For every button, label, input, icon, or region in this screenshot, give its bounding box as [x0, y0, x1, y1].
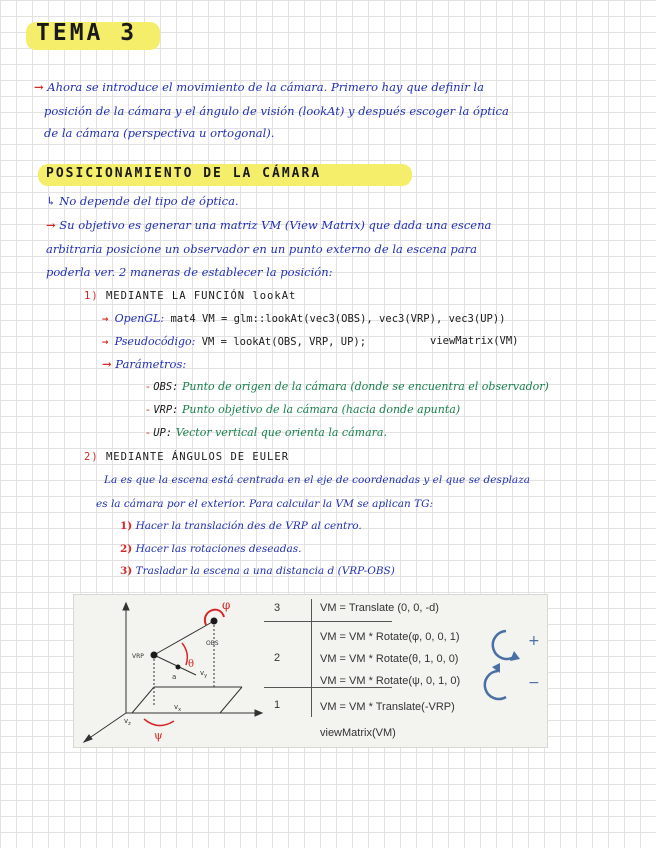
- pseudocode-label: Pseudocódigo:: [114, 335, 196, 348]
- label-psi: ψ: [154, 729, 163, 742]
- intro-line-1: [34, 80, 484, 94]
- rotation-ccw-icon: [493, 631, 514, 659]
- step-3-number: 3): [120, 565, 133, 577]
- step-3-text: Trasladar la escena a una distancia d (VRP-OBS): [135, 565, 395, 577]
- label-vx-v: v: [174, 703, 179, 711]
- param-obs: [146, 380, 549, 393]
- axis-z-arrowhead: [84, 735, 92, 742]
- method2-title: MEDIANTE ÁNGULOS DE EULER: [105, 451, 290, 463]
- label-vz-v: v: [124, 717, 129, 725]
- param-up-dash: -: [146, 426, 150, 439]
- objective-text-1: Su objetivo es generar una matriz VM (View Matrix) que dada una escena: [59, 218, 492, 232]
- plus-sign: +: [528, 633, 540, 649]
- psi-arc: [144, 719, 174, 726]
- param-vrp-dash: -: [146, 403, 150, 416]
- section-note: ↳ No depende del tipo de óptica.: [46, 194, 239, 208]
- a-point: [176, 665, 181, 670]
- method1-item-pseudocode: [102, 335, 366, 348]
- table-vertical-line: [311, 599, 312, 717]
- method1-number: 1): [84, 290, 99, 302]
- label-a: a: [172, 673, 177, 681]
- ground-line-2: [220, 687, 242, 713]
- method2-step-3: [120, 565, 395, 577]
- method1-item-opengl: [102, 312, 505, 325]
- method2-step-1: [120, 520, 362, 532]
- params-heading: [102, 357, 186, 371]
- label-vy-sub: y: [204, 673, 208, 679]
- param-vrp-name: VRP:: [153, 404, 179, 416]
- formula-rotate-psi: VM = VM * Rotate(ψ, 0, 1, 0): [320, 675, 461, 687]
- minus-sign: −: [528, 675, 540, 691]
- param-vrp: [146, 403, 460, 416]
- rotation-arrows: [476, 623, 546, 713]
- intro-text-1: Ahora se introduce el movimiento de la cámara. Primero hay que definir la: [47, 80, 484, 94]
- euler-diagram: [74, 595, 264, 747]
- param-up: [146, 426, 387, 439]
- method1-title: MEDIANTE LA FUNCIÓN lookAt: [105, 290, 297, 302]
- step-1-text: Hacer la translación des de VRP al centro.: [135, 520, 362, 532]
- objective-line-2: arbitraria posicione un observador en un punto externo de la escena para: [46, 242, 477, 256]
- intro-line-2: posición de la cámara y el ángulo de visión (lookAt) y después escoger la óptica: [44, 104, 509, 118]
- label-vx-sub: x: [178, 707, 182, 713]
- param-vrp-desc: Punto objetivo de la cámara (hacia donde apunta): [182, 403, 461, 416]
- label-vx: [174, 703, 181, 713]
- objective-line-3: poderla ver. 2 maneras de establecer la posición:: [46, 265, 333, 279]
- axis-y-arrowhead: [123, 603, 129, 610]
- vrp-point: [151, 652, 158, 659]
- rotation-ccw-arrowhead: [510, 651, 520, 661]
- theta-arc: [182, 643, 187, 665]
- formula-translate-d: VM = Translate (0, 0, -d): [320, 602, 439, 614]
- intro-arrow-icon: →: [34, 80, 44, 94]
- formula-rotate-phi: VM = VM * Rotate(φ, 0, 0, 1): [320, 631, 460, 643]
- opengl-label: OpenGL:: [114, 312, 165, 325]
- formula-translate-vrp: VM = VM * Translate(-VRP): [320, 701, 455, 713]
- label-vy: [200, 669, 207, 679]
- step-number-3: 3: [274, 602, 281, 614]
- param-obs-name: OBS:: [153, 381, 179, 393]
- param-obs-dash: -: [146, 380, 150, 393]
- page-title: TEMA 3: [36, 20, 138, 46]
- formula-rotate-theta: VM = VM * Rotate(θ, 1, 0, 0): [320, 653, 459, 665]
- method2-step-2: [120, 543, 301, 555]
- label-obs: OBS: [206, 640, 219, 647]
- param-up-desc: Vector vertical que orienta la cámara.: [175, 426, 387, 439]
- ground-line-3: [132, 687, 154, 713]
- method2-number: 2): [84, 451, 99, 463]
- step-number-1: 1: [274, 699, 281, 711]
- step-2-number: 2): [120, 543, 133, 555]
- opengl-arrow-icon: →: [102, 313, 109, 325]
- objective-line-1: [46, 218, 491, 232]
- label-theta: θ: [188, 659, 195, 670]
- opengl-code: mat4 VM = glm::lookAt(vec3(OBS), vec3(VRP), vec3(UP)): [170, 313, 506, 325]
- label-phi: φ: [222, 598, 231, 612]
- rotation-cw-icon: [485, 671, 506, 699]
- table-separator-top: [264, 621, 392, 622]
- intro-line-3: de la cámara (perspectiva u ortogonal).: [44, 126, 275, 140]
- param-up-name: UP:: [153, 427, 173, 439]
- table-separator-mid: [264, 687, 392, 688]
- objective-arrow-icon: →: [46, 218, 56, 232]
- pseudocode-extra: viewMatrix(VM): [430, 335, 519, 347]
- step-2-text: Hacer las rotaciones deseadas.: [135, 543, 302, 555]
- method1-heading: [84, 290, 296, 302]
- obs-point: [211, 618, 218, 625]
- step-number-2: 2: [274, 652, 281, 664]
- method2-desc-2: es la cámara por el exterior. Para calcular la VM se aplican TG:: [96, 498, 434, 510]
- euler-figure: [73, 594, 548, 748]
- label-vz-sub: z: [128, 721, 131, 727]
- params-label: Parámetros:: [115, 357, 187, 371]
- pseudocode-code: VM = lookAt(OBS, VRP, UP);: [201, 336, 367, 348]
- axis-x-arrowhead: [255, 710, 262, 716]
- param-obs-desc: Punto de origen de la cámara (donde se encuentra el observador): [182, 380, 549, 393]
- view-ray: [154, 621, 214, 655]
- label-vrp: VRP: [132, 653, 144, 660]
- pseudocode-arrow-icon: →: [102, 336, 109, 348]
- label-vy-v: v: [200, 669, 205, 677]
- step-1-number: 1): [120, 520, 133, 532]
- params-arrow-icon: →: [102, 357, 112, 371]
- label-vz: [124, 717, 131, 727]
- axis-z: [88, 713, 129, 739]
- method2-heading: [84, 451, 289, 463]
- figure-footer: viewMatrix(VM): [320, 727, 396, 739]
- section-title: POSICIONAMIENTO DE LA CÁMARA: [46, 166, 322, 181]
- method2-desc-1: La es que la escena está centrada en el eje de coordenadas y el que se desplaza: [104, 474, 530, 486]
